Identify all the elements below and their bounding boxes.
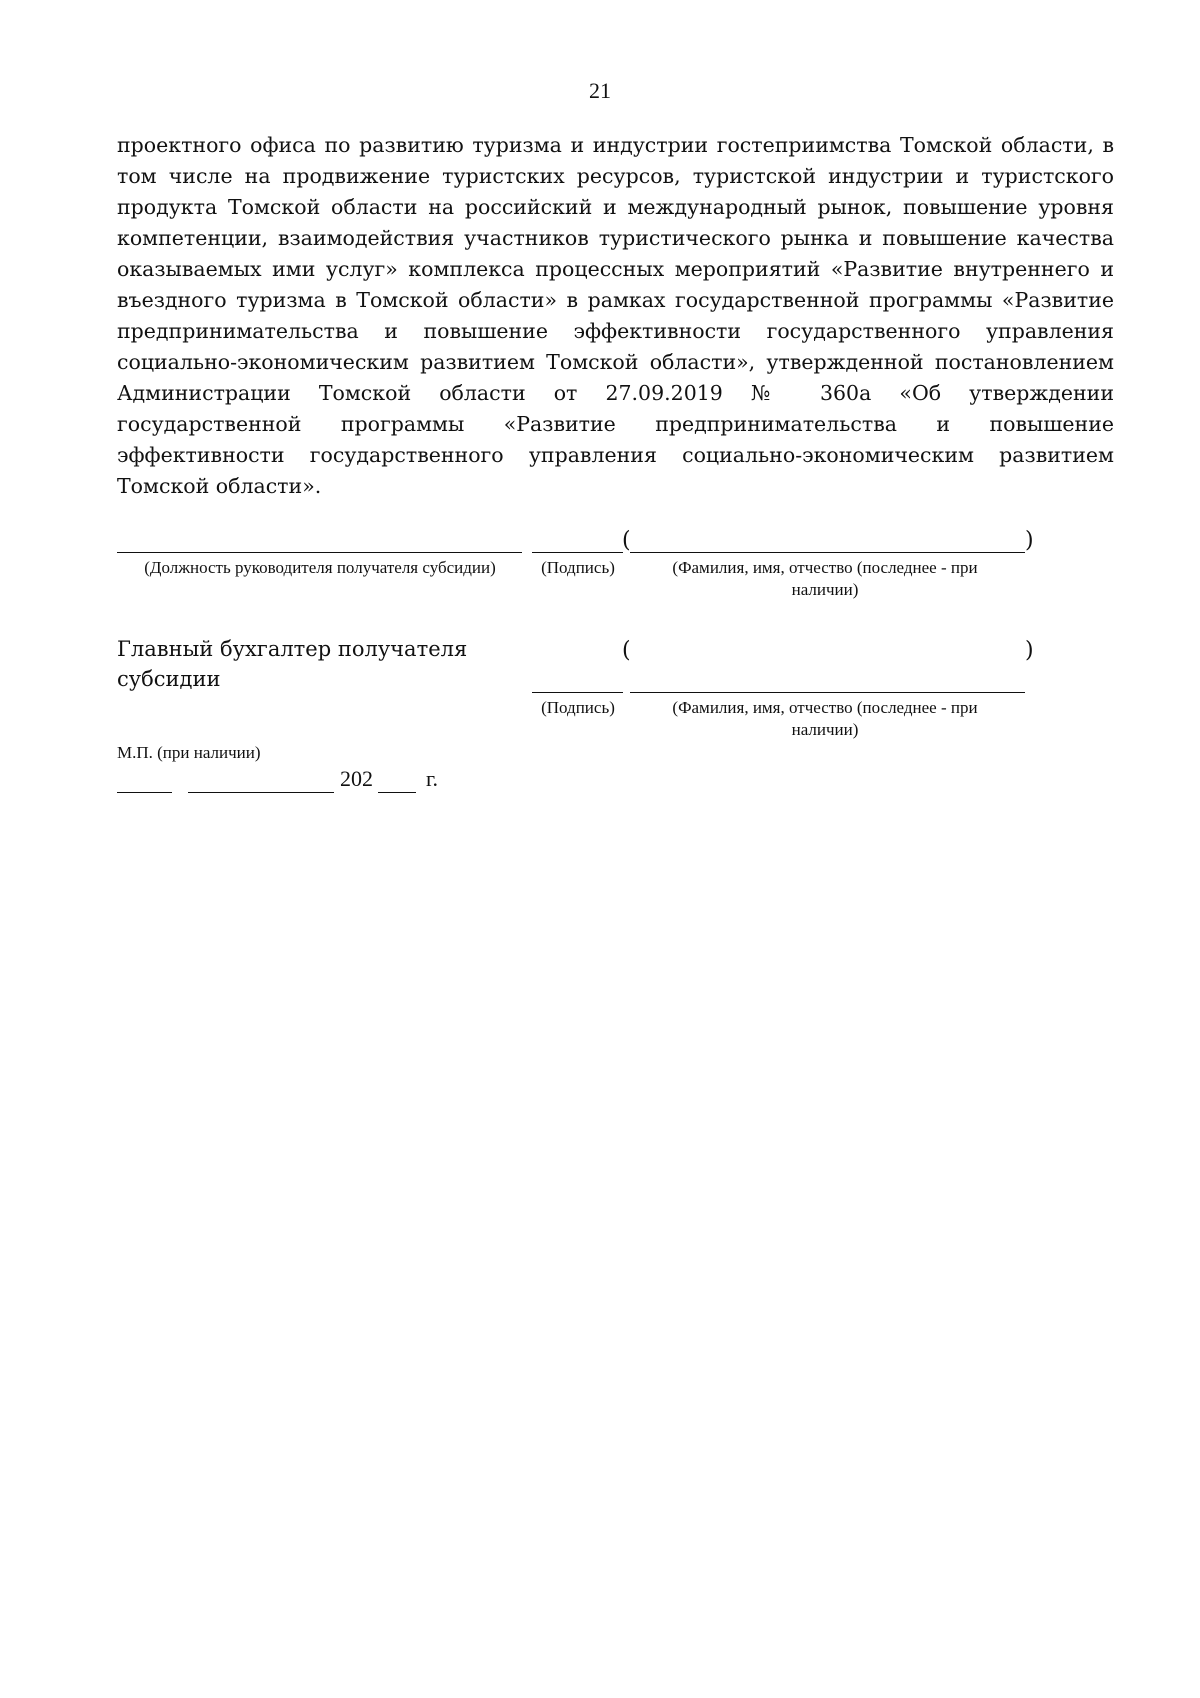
close-paren: ) bbox=[1025, 528, 1034, 553]
body-line: продукта Томской области на российский и международный рынок, повышение уровня bbox=[117, 195, 1114, 219]
date-year-prefix: 202 bbox=[340, 766, 373, 791]
date-day-line bbox=[117, 792, 172, 793]
open-paren: ( bbox=[622, 528, 631, 553]
body-line: государственной программы «Развитие предпринимательства и повышение bbox=[117, 412, 1114, 436]
body-line: въездного туризма в Томской области» в рамках государственной программы «Развитие bbox=[117, 288, 1114, 312]
page-number: 21 bbox=[589, 78, 611, 103]
date-year-line bbox=[378, 792, 416, 793]
body-line: эффективности государственного управления социально-экономическим развитием bbox=[117, 443, 1114, 467]
signature-line bbox=[532, 692, 623, 693]
body-line: проектного офиса по развитию туризма и индустрии гостеприимства Томской области, в bbox=[117, 133, 1114, 157]
chief-accountant-label: Главный бухгалтер получателя субсидии bbox=[117, 637, 468, 691]
name-line bbox=[630, 552, 1025, 553]
date-year-suffix: г. bbox=[426, 766, 439, 791]
open-paren: ( bbox=[622, 638, 631, 663]
body-paragraph bbox=[117, 130, 1114, 502]
body-line: социально-экономическим развитием Томской области», утвержденной постановлением bbox=[117, 350, 1114, 374]
body-line: Администрации Томской области от 27.09.2019 № 360а «Об утверждении bbox=[117, 381, 1114, 405]
name-line bbox=[630, 692, 1025, 693]
signature-line bbox=[532, 552, 623, 553]
body-line: Томской области». bbox=[117, 474, 322, 498]
position-caption: (Должность руководителя получателя субсидии) bbox=[144, 558, 496, 577]
stamp-note: М.П. (при наличии) bbox=[117, 743, 261, 762]
body-line: компетенции, взаимодействия участников туристического рынка и повышение качества bbox=[117, 226, 1114, 250]
signature-caption: (Подпись) bbox=[541, 698, 615, 717]
close-paren: ) bbox=[1025, 638, 1034, 663]
position-line bbox=[117, 552, 522, 553]
name-caption: (Фамилия, имя, отчество (последнее - при наличии) bbox=[672, 558, 978, 599]
body-line: предпринимательства и повышение эффективности государственного управления bbox=[117, 319, 1114, 343]
name-caption: (Фамилия, имя, отчество (последнее - при наличии) bbox=[672, 698, 978, 739]
signature-caption: (Подпись) bbox=[541, 558, 615, 577]
body-line: оказываемых ими услуг» комплекса процессных мероприятий «Развитие внутреннего и bbox=[117, 257, 1114, 281]
date-month-line bbox=[188, 792, 334, 793]
body-line: том числе на продвижение туристских ресурсов, туристской индустрии и туристского bbox=[117, 164, 1114, 188]
